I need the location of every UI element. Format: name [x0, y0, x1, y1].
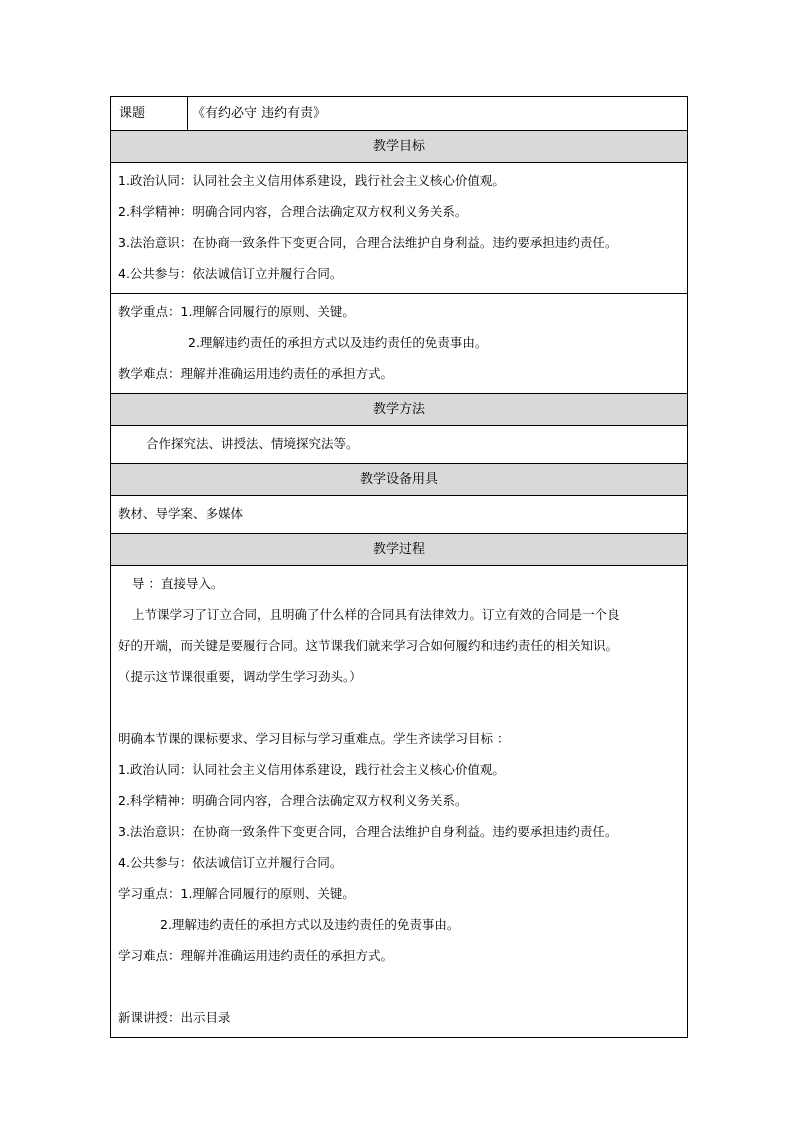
section-heading-goals: 教学目标: [111, 130, 687, 162]
spacer: [111, 692, 687, 723]
title-value: 《有约必守 违约有责》: [192, 106, 327, 121]
process-goal-item: 3.法治意识：在协商一致条件下变更合同，合理合法维护自身利益。违约要承担违约责任。: [118, 824, 618, 839]
difficulty-line: 教学难点：理解并准确运用违约责任的承担方式。: [118, 366, 394, 381]
process-goal-item: 4.公共参与：依法诚信订立并履行合同。: [118, 855, 343, 870]
new-lesson-line: 新课讲授：出示目录: [118, 1010, 231, 1025]
keypoints-block: [111, 293, 687, 393]
lesson-plan-table: [110, 96, 688, 1038]
title-row: [111, 97, 687, 130]
goal-item: 4.公共参与：依法诚信订立并履行合同。: [118, 266, 343, 281]
goal-item: 2.科学精神：明确合同内容，合理合法确定双方权利义务关系。: [118, 204, 468, 219]
process-intro: 导 ：直接导入。: [132, 576, 224, 591]
process-paragraph-line: 上节课学习了订立合同，且明确了什么样的合同具有法律效力。订立有效的合同是一个良: [132, 607, 620, 622]
equipment-text: 教材、导学案、多媒体: [118, 506, 244, 521]
study-key-line: 2.理解违约责任的承担方式以及违约责任的免责事由。: [160, 917, 460, 932]
keypoint-line: 教学重点：1.理解合同履行的原则、关键。: [118, 304, 355, 319]
study-hard-line: 学习难点：理解并准确运用违约责任的承担方式。: [118, 948, 394, 963]
section-heading-equipment: 教学设备用具: [111, 463, 687, 495]
process-block: [111, 565, 687, 1037]
process-paragraph-line: 好的开端，而关键是要履行合同。这节课我们就来学习合如何履约和违约责任的相关知识。: [118, 638, 619, 653]
title-label: 课题: [111, 97, 188, 130]
process-paragraph-line: （提示这节课很重要，调动学生学习劲头。）: [118, 669, 362, 684]
goal-item: 1.政治认同：认同社会主义信用体系建设，践行社会主义核心价值观。: [118, 173, 505, 188]
spacer: [111, 971, 687, 1002]
section-heading-methods: 教学方法: [111, 393, 687, 425]
methods-block: [111, 425, 687, 463]
study-key-line: 学习重点：1.理解合同履行的原则、关键。: [118, 886, 355, 901]
keypoint-line: 2.理解违约责任的承担方式以及违约责任的免责事由。: [188, 335, 488, 350]
process-goal-item: 1.政治认同：认同社会主义信用体系建设，践行社会主义核心价值观。: [118, 762, 505, 777]
equipment-block: [111, 495, 687, 533]
methods-text: 合作探究法、讲授法、情境探究法等。: [146, 436, 359, 451]
goals-block: [111, 162, 687, 293]
process-clarify: 明确本节课的课标要求、学习目标与学习重难点。学生齐读学习目标 ：: [118, 731, 510, 746]
section-heading-process: 教学过程: [111, 533, 687, 565]
goal-item: 3.法治意识：在协商一致条件下变更合同，合理合法维护自身利益。违约要承担违约责任。: [118, 235, 618, 250]
process-goal-item: 2.科学精神：明确合同内容，合理合法确定双方权利义务关系。: [118, 793, 468, 808]
